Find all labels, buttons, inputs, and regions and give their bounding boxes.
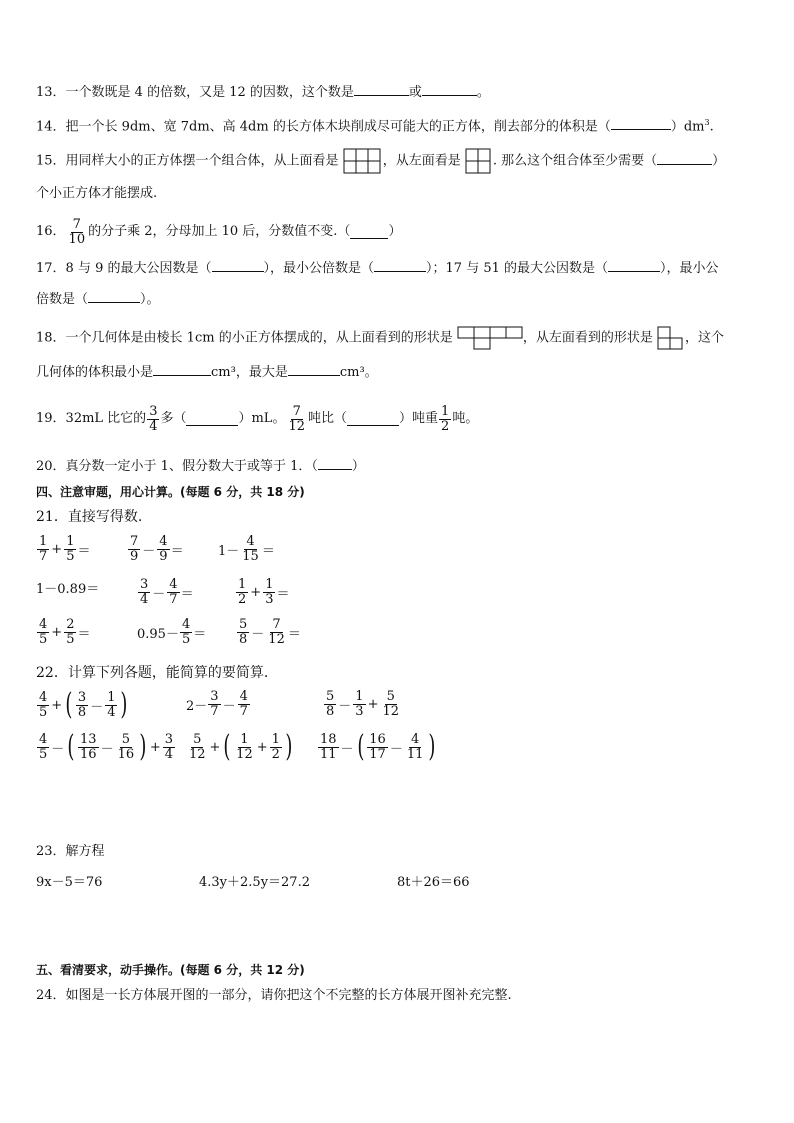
operator: +: [51, 542, 63, 557]
equals-sign: ＝: [276, 587, 290, 602]
numerator: 1: [265, 577, 274, 592]
fraction: [180, 618, 192, 647]
fraction: [105, 691, 117, 720]
question-16: [36, 214, 401, 250]
question-text: 的分子乘 2，分母加上 10 后，分数值不变.（: [88, 224, 351, 239]
numerator: 5: [386, 689, 395, 704]
numerator: 4: [246, 534, 255, 549]
question-number: 19．: [36, 411, 66, 426]
equation-1: 9x－5＝76: [36, 875, 103, 890]
denominator: 8: [239, 632, 248, 647]
numerator: 4: [39, 617, 48, 632]
fraction: [240, 535, 261, 564]
question-number: 16．: [36, 224, 66, 239]
numerator: 4: [181, 617, 191, 632]
question-17-line2: [36, 289, 160, 310]
question-22-title: 22．计算下列各题，能简算的要简算.: [36, 665, 269, 681]
equals-sign: ＝: [180, 587, 194, 602]
question-text: 几何体的体积最小是: [36, 365, 154, 380]
fraction: [167, 578, 179, 607]
operator: +: [367, 697, 379, 712]
denominator: 8: [326, 704, 335, 719]
answer-blank[interactable]: [374, 258, 426, 272]
fraction: [439, 405, 451, 434]
answer-blank[interactable]: [153, 362, 211, 376]
equation-2: 4.3y＋2.5y＝27.2: [199, 875, 310, 890]
question-20: [36, 456, 365, 477]
period: 。: [476, 85, 490, 100]
denominator: 3: [355, 704, 364, 719]
expression-item: [186, 690, 251, 719]
fraction: [286, 405, 307, 434]
question-text: 一个几何体是由棱长 1cm 的小正方体摆成的，从上面看到的形状是: [65, 330, 453, 346]
denominator: 2: [271, 746, 280, 762]
paren-close: ）: [712, 153, 726, 169]
answer-blank[interactable]: [354, 82, 409, 96]
expression-item: [137, 578, 194, 607]
denominator: 7: [169, 592, 178, 607]
question-text: 多（: [160, 411, 187, 426]
top-view-figure: [457, 326, 523, 350]
fraction: [405, 733, 426, 762]
numerator: 1: [271, 731, 280, 747]
denominator: 7: [210, 704, 219, 719]
right-paren: ): [285, 729, 293, 764]
denominator: 16: [117, 746, 135, 762]
denominator: 12: [236, 746, 253, 762]
equals-sign: ＝: [170, 544, 184, 559]
period: .: [709, 119, 714, 135]
question-text: ，从左面看是: [382, 153, 461, 169]
unit-text: 吨。: [452, 411, 479, 426]
operator: －: [100, 741, 114, 757]
fraction: [263, 578, 275, 607]
numerator: 4: [159, 534, 168, 549]
fraction: [138, 578, 150, 607]
operator: +: [209, 739, 221, 755]
answer-blank[interactable]: [318, 456, 352, 470]
denominator: 17: [369, 746, 386, 762]
fraction: [37, 691, 49, 720]
question-text: 倍数是（: [36, 292, 89, 307]
denominator: 8: [77, 704, 87, 720]
operator: +: [250, 585, 262, 600]
question-number: 20．: [36, 459, 66, 474]
numerator: 4: [410, 731, 420, 747]
fraction: [157, 535, 169, 564]
right-paren: ): [139, 729, 147, 764]
denominator: 4: [140, 592, 149, 607]
denominator: 5: [66, 632, 75, 647]
numerator: 4: [169, 577, 178, 592]
operator: －: [142, 544, 156, 559]
expression-item: [127, 535, 184, 564]
numerator: 4: [39, 731, 48, 747]
question-text: 8 与 9 的最大公因数是（: [65, 261, 212, 276]
question-text: 32mL 比它的: [65, 411, 147, 426]
left-paren: (: [65, 687, 73, 722]
fraction: [67, 218, 88, 247]
top-view-figure: [343, 148, 383, 174]
answer-blank[interactable]: [350, 225, 388, 239]
numerator: 5: [239, 617, 248, 632]
denominator: 5: [66, 549, 75, 564]
operator: +: [51, 697, 63, 713]
question-number: 18．: [36, 330, 66, 346]
equals-sign: ＝: [77, 544, 91, 559]
question-text: 把一个长 9dm、宽 7dm、高 4dm 的长方体木块削成尽可能大的正方体，削去部分的体积是（: [65, 119, 611, 135]
numerator: 1: [107, 689, 116, 705]
denominator: 15: [242, 549, 259, 564]
numerator: 3: [164, 731, 174, 747]
operator: －: [338, 699, 352, 714]
expression-text: 1－: [218, 544, 240, 559]
numerator: 5: [121, 731, 130, 747]
numerator: 4: [239, 689, 248, 704]
denominator: 11: [406, 746, 424, 762]
question-number: 15．: [36, 153, 66, 169]
numerator: 1: [238, 577, 247, 592]
operator: +: [149, 739, 161, 755]
left-view-figure: [657, 326, 685, 350]
fraction: [37, 535, 49, 564]
denominator: 12: [288, 418, 305, 434]
operator: +: [51, 625, 63, 640]
expression-item: [236, 618, 301, 647]
fraction: [116, 733, 137, 762]
expression-item: [36, 578, 99, 597]
question-text: ），最小公倍数是（: [263, 261, 375, 276]
numerator: 3: [149, 403, 158, 419]
answer-blank[interactable]: [186, 412, 238, 426]
question-14: [36, 113, 714, 137]
denominator: 11: [320, 746, 337, 762]
unit-text: ）dm: [670, 119, 705, 135]
fraction: [147, 405, 159, 434]
denominator: 4: [107, 704, 116, 720]
expression-item: [235, 578, 289, 607]
question-17: [36, 258, 719, 279]
denominator: 10: [68, 231, 86, 247]
answer-blank[interactable]: [212, 258, 264, 272]
question-text: 吨比（: [308, 411, 348, 426]
answer-blank[interactable]: [608, 258, 660, 272]
denominator: 5: [39, 704, 48, 720]
answer-blank[interactable]: [657, 151, 712, 165]
expression-item: [36, 729, 176, 764]
fraction: [237, 618, 249, 647]
expression-item: [323, 690, 402, 719]
left-paren: (: [223, 729, 231, 764]
numerator: 13: [80, 731, 97, 747]
numerator: 1: [66, 534, 75, 549]
paren-close: ）。: [140, 292, 160, 307]
numerator: 1: [240, 731, 249, 747]
numerator: 5: [193, 731, 202, 747]
question-text: 用同样大小的正方体摆一个组合体，从上面看是: [65, 153, 339, 169]
question-19: [36, 400, 478, 438]
equals-sign: ＝: [261, 544, 275, 559]
question-23-title: 23．解方程: [36, 844, 105, 859]
answer-blank[interactable]: [347, 412, 399, 426]
fraction: [238, 690, 250, 719]
question-text: ，从左面看到的形状是: [522, 330, 653, 346]
fraction: [353, 690, 365, 719]
denominator: 7: [239, 704, 248, 719]
numerator: 1: [355, 689, 364, 704]
numerator: 2: [66, 617, 75, 632]
denominator: 2: [441, 418, 450, 434]
expression-item: [36, 535, 90, 564]
right-paren: ): [428, 729, 436, 764]
equals-sign: ＝: [287, 627, 301, 642]
expression-text: 0.95－: [137, 627, 179, 642]
denominator: 2: [238, 592, 247, 607]
numerator: 7: [292, 403, 301, 419]
equation-3: 8t＋26＝66: [397, 875, 470, 890]
fraction: [367, 733, 388, 762]
left-paren: (: [356, 729, 364, 764]
denominator: 3: [265, 592, 274, 607]
equals-sign: ＝: [193, 627, 207, 642]
numerator: 18: [320, 731, 337, 747]
answer-blank[interactable]: [422, 82, 477, 96]
numerator: 4: [39, 689, 48, 705]
unit-text: cm³。: [339, 365, 378, 380]
question-text: ）；17 与 51 的最大公因数是（: [426, 261, 608, 276]
operator: －: [222, 699, 236, 714]
numerator: 1: [441, 403, 450, 419]
operator: +: [256, 739, 268, 755]
fraction: [64, 535, 76, 564]
denominator: 7: [39, 549, 48, 564]
fraction: [37, 618, 49, 647]
left-view-figure: [465, 148, 493, 174]
question-number: 13．: [36, 85, 66, 100]
unit-text: cm³，最大是: [211, 365, 288, 380]
expression-item: [137, 618, 206, 647]
expression-item: [36, 618, 90, 647]
denominator: 5: [39, 632, 48, 647]
expression-item: [36, 687, 130, 722]
operator: －: [51, 741, 65, 757]
numerator: 7: [130, 534, 139, 549]
question-number: 17．: [36, 261, 66, 276]
question-13: [36, 82, 490, 103]
operator: －: [90, 699, 104, 715]
section-5-heading: 五、看清要求，动手操作。(每题 6 分，共 12 分): [36, 963, 305, 977]
question-18: [36, 326, 724, 350]
numerator: 3: [77, 689, 87, 705]
numerator: 5: [326, 689, 335, 704]
fraction: [76, 691, 88, 720]
fraction: [37, 733, 49, 762]
denominator: 12: [268, 632, 285, 647]
answer-blank[interactable]: [88, 289, 140, 303]
fraction: [270, 733, 282, 762]
operator: －: [340, 741, 354, 757]
operator: －: [389, 741, 403, 757]
fraction: [208, 690, 220, 719]
denominator: 16: [80, 746, 97, 762]
fraction: [187, 733, 208, 762]
question-number: 14．: [36, 119, 66, 135]
fraction: [128, 535, 140, 564]
or-text: 或: [408, 85, 422, 100]
question-15: [36, 148, 725, 174]
numerator: 3: [210, 689, 219, 704]
operator: －: [152, 587, 166, 602]
fraction: [324, 690, 336, 719]
expression-item: [186, 729, 295, 764]
exponent: 3: [704, 118, 710, 127]
numerator: 16: [369, 731, 386, 747]
operator: －: [251, 627, 265, 642]
question-15-line2: 个小正方体才能摆成.: [36, 186, 158, 201]
fraction: [234, 733, 255, 762]
left-paren: (: [67, 729, 75, 764]
fraction: [380, 690, 401, 719]
denominator: 5: [181, 632, 191, 647]
fraction: [236, 578, 248, 607]
expression-text: 1－0.89＝: [36, 582, 100, 597]
answer-blank[interactable]: [611, 116, 671, 130]
paren-close: ）: [388, 224, 402, 239]
denominator: 12: [189, 746, 206, 762]
answer-blank[interactable]: [288, 362, 340, 376]
denominator: 9: [159, 549, 168, 564]
numerator: 3: [140, 577, 149, 592]
question-text: ，这个: [685, 330, 725, 346]
question-text: 一个数既是 4 的倍数，又是 12 的因数，这个数是: [65, 85, 354, 100]
unit-text: ）mL。: [238, 411, 286, 426]
numerator: 7: [272, 617, 281, 632]
denominator: 12: [382, 704, 400, 719]
paren-close: ）: [351, 459, 365, 474]
numerator: 1: [39, 534, 48, 549]
fraction: [266, 618, 287, 647]
question-text: ），最小公: [660, 261, 719, 276]
question-text: . 那么这个组合体至少需要（: [492, 153, 658, 169]
equals-sign: ＝: [77, 627, 91, 642]
denominator: 5: [39, 746, 48, 762]
right-paren: ): [120, 687, 128, 722]
fraction: [64, 618, 76, 647]
fraction: [318, 733, 339, 762]
question-text: ）吨重: [399, 411, 439, 426]
denominator: 9: [130, 549, 139, 564]
denominator: 4: [149, 418, 158, 434]
fraction: [163, 733, 175, 762]
expression-item: [218, 535, 275, 564]
question-text: 真分数一定小于 1、假分数大于或等于 1．（: [65, 459, 318, 474]
question-21-title: 21．直接写得数.: [36, 509, 143, 525]
numerator: 7: [72, 216, 81, 232]
section-4-heading: 四、注意审题，用心计算。(每题 6 分，共 18 分): [36, 485, 305, 499]
fraction: [78, 733, 99, 762]
question-24: 24．如图是一长方体展开图的一部分，请你把这个不完整的长方体展开图补充完整.: [36, 988, 512, 1003]
denominator: 4: [164, 746, 174, 762]
expression-item: [317, 729, 438, 764]
question-18-line2: [36, 362, 378, 383]
expression-text: 2－: [186, 699, 208, 714]
